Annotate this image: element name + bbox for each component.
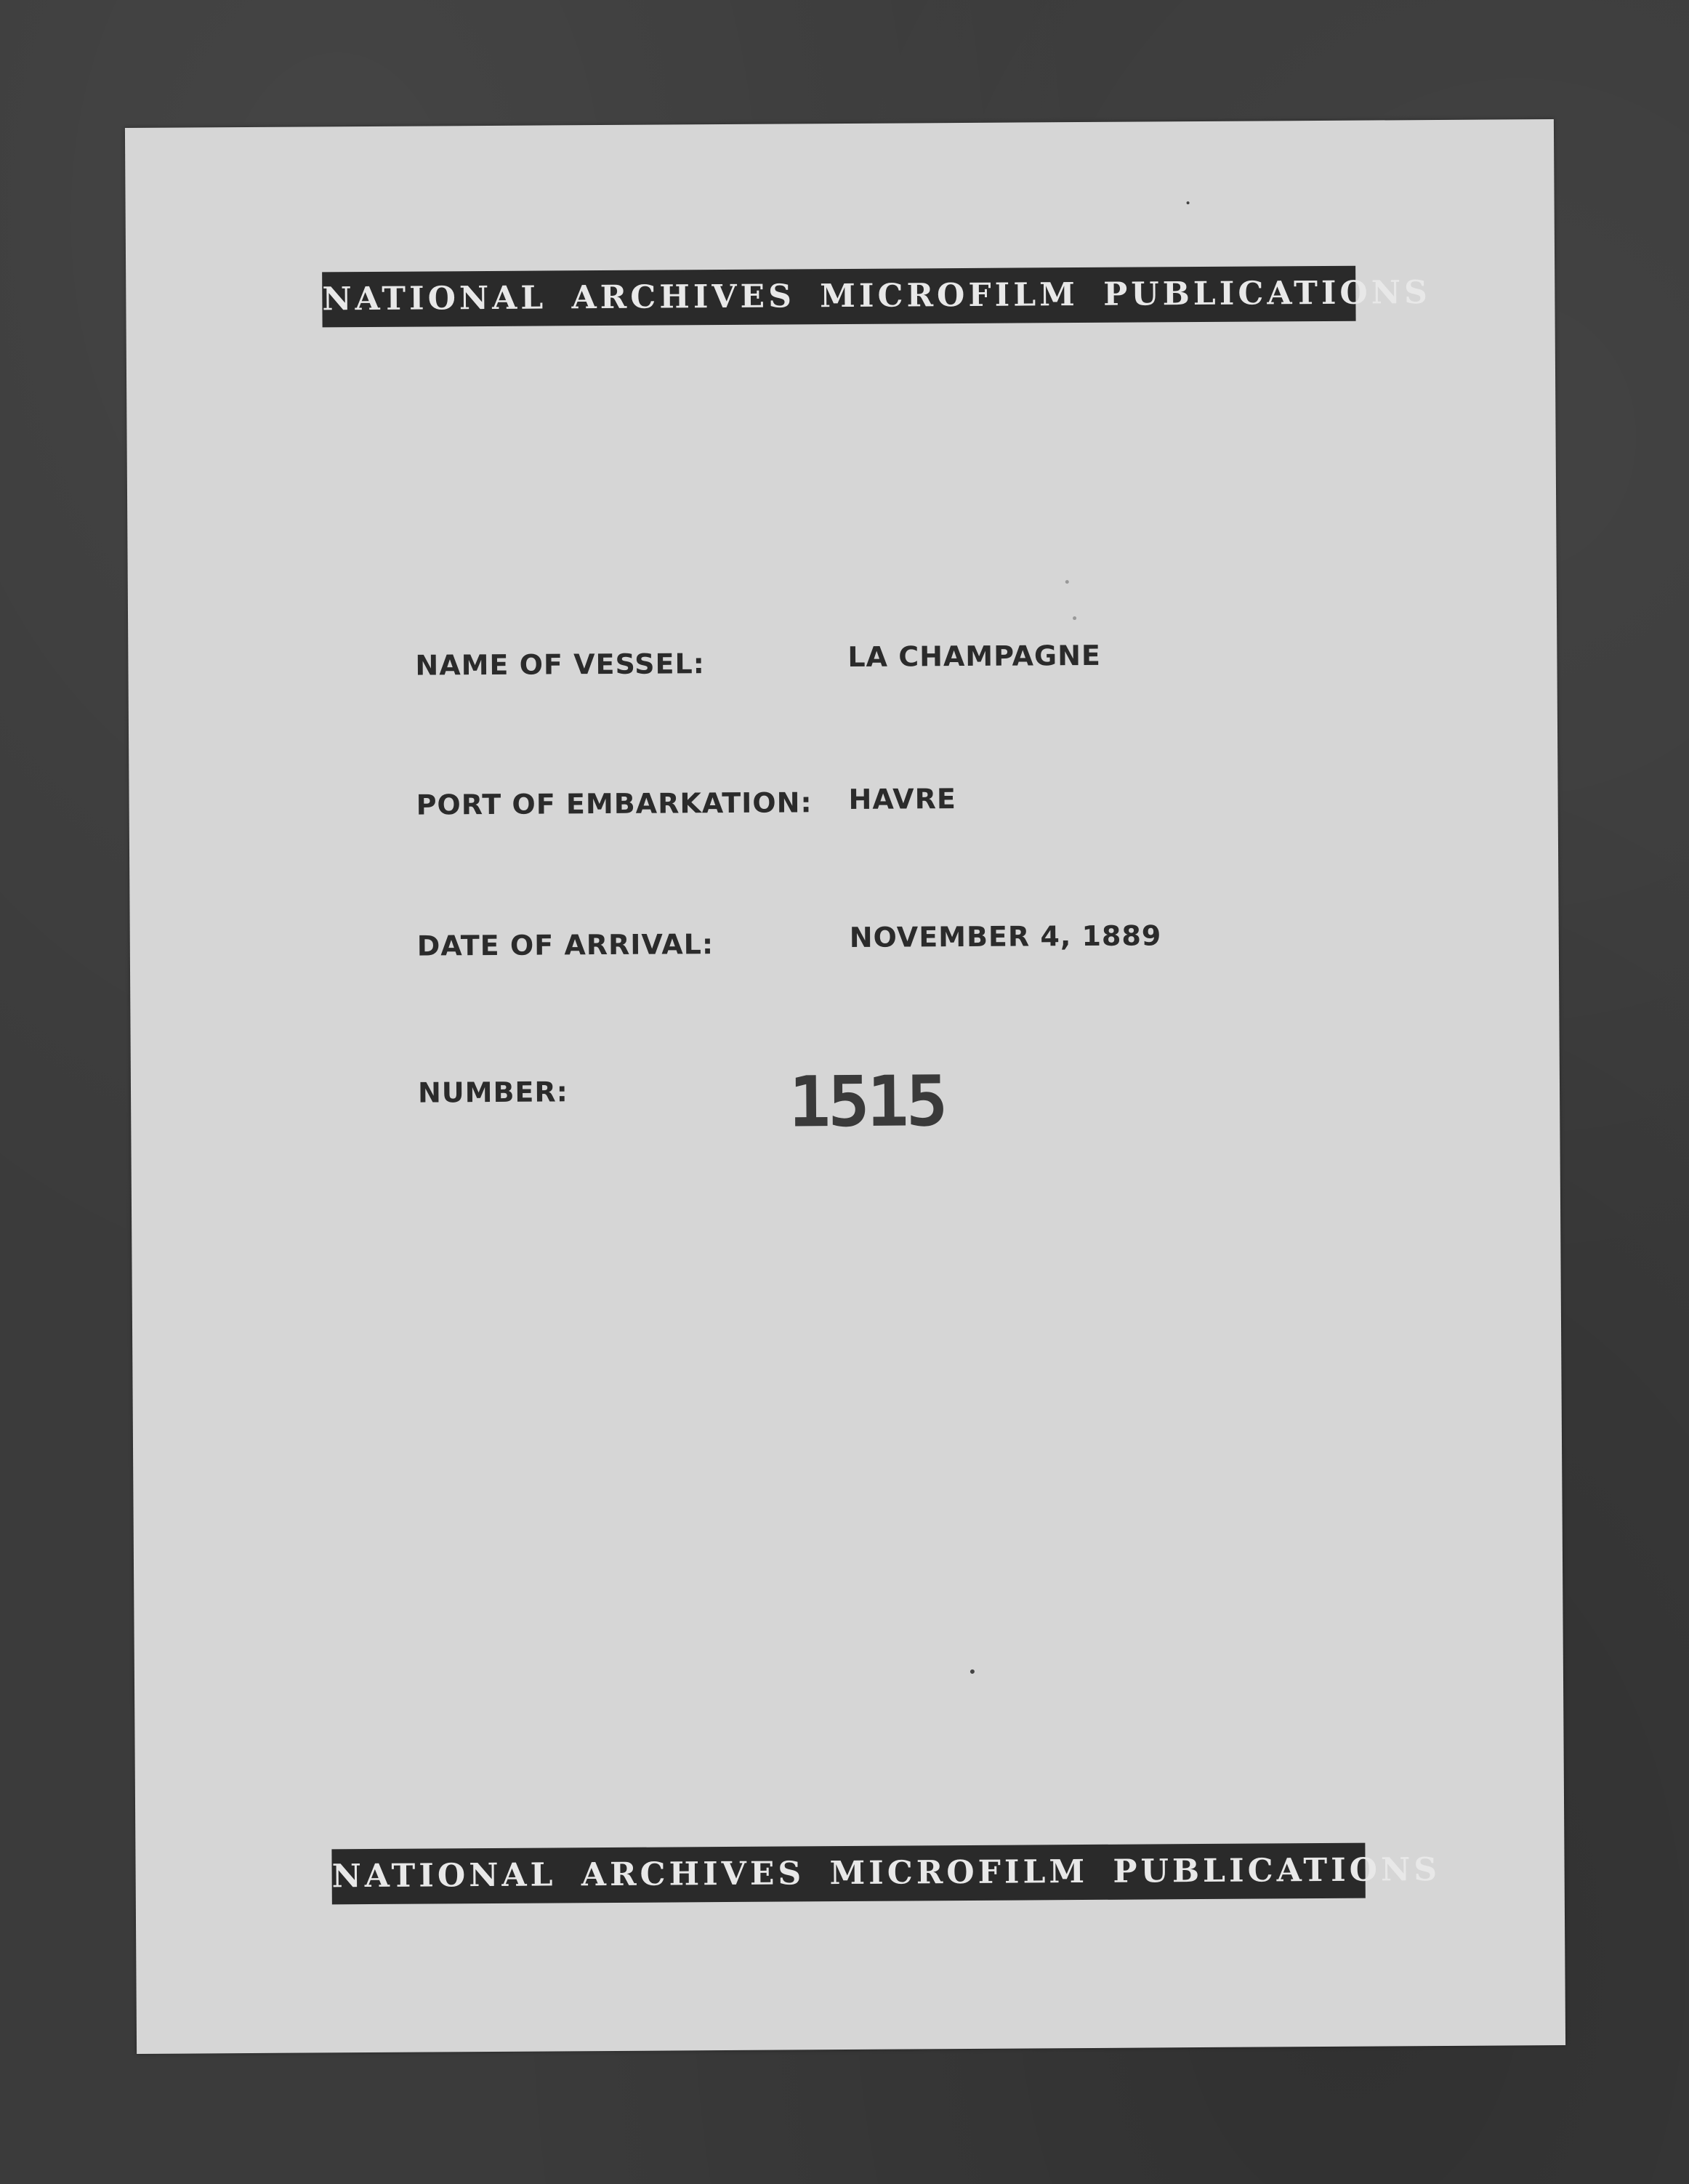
number-label: NUMBER: <box>417 1076 569 1109</box>
vessel-label: NAME OF VESSEL: <box>415 648 706 682</box>
arrival-value: NOVEMBER 4, 1889 <box>849 919 1162 954</box>
port-label: PORT OF EMBARKATION: <box>416 786 813 821</box>
dust-speck <box>1187 201 1190 204</box>
dust-speck <box>1065 580 1069 584</box>
port-value: HAVRE <box>848 783 956 815</box>
footer-banner: NATIONAL ARCHIVES MICROFILM PUBLICATIONS <box>331 1843 1365 1905</box>
dust-speck <box>970 1669 975 1674</box>
number-value: 1515 <box>788 1060 946 1143</box>
arrival-label: DATE OF ARRIVAL: <box>416 928 714 962</box>
header-banner: NATIONAL ARCHIVES MICROFILM PUBLICATIONS <box>322 266 1355 328</box>
document-sheet <box>125 119 1565 2054</box>
dust-speck <box>1073 616 1076 620</box>
vessel-value: LA CHAMPAGNE <box>847 639 1102 673</box>
